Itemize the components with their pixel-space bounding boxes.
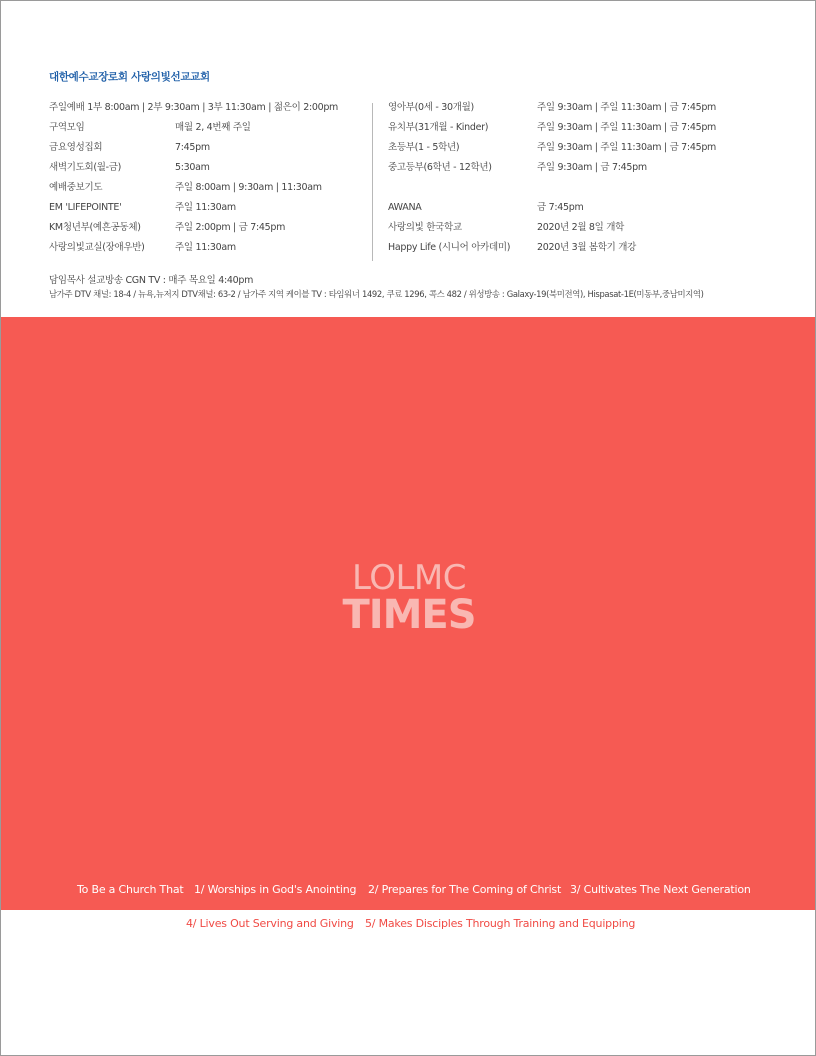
schedule-service-time: 주일 11:30am	[175, 202, 236, 213]
mission-item: 2/ Prepares for The Coming of Christ	[368, 883, 562, 896]
schedule-service-name: 주일예배 1부 8:00am | 2부 9:30am | 3부 11:30am | 젊은이 2:00pm	[49, 102, 339, 113]
schedule-service-name: 사랑의빛교실(장애우반)	[49, 242, 145, 253]
schedule-service-name: 금요영성집회	[49, 142, 103, 153]
schedule-service-name: 새벽기도회(월-금)	[49, 162, 122, 173]
schedule-department-name: 중고등부(6학년 - 12학년)	[388, 162, 492, 173]
mission-item: 3/ Cultivates The Next Generation	[570, 883, 751, 896]
mission-intro: To Be a Church That	[77, 883, 184, 896]
column-divider	[372, 103, 373, 261]
schedule-service-time: 주일 2:00pm | 금 7:45pm	[175, 222, 286, 233]
schedule-service-time: 7:45pm	[175, 142, 210, 153]
schedule-department-name: 영아부(0세 - 30개월)	[388, 102, 474, 113]
logo-lolmc: LOLMC	[351, 558, 466, 598]
mission-item: 4/ Lives Out Serving and Giving	[186, 917, 354, 930]
schedule-service-name: 구역모임	[49, 122, 85, 133]
sermon-broadcast-info: 담임목사 설교방송 CGN TV : 매주 목요일 4:40pm	[49, 275, 254, 286]
schedule-service-time: 매월 2, 4번째 주일	[175, 122, 251, 133]
schedule-service-name: EM 'LIFEPOINTE'	[49, 202, 122, 213]
broadcast-channels: 남가주 DTV 채널: 18-4 / 뉴욕,뉴저지 DTV채널: 63-2 / 남가주 지역 케이블 TV : 타임워너 1492, 쿠료 1296, 콕스 482 / 위성방송 : Galaxy-19(북미전역), Hispasat-1E(미동부,중남미지역)	[49, 289, 704, 299]
schedule-department-time: 2020년 2월 8일 개학	[537, 222, 625, 233]
church-name: 대한예수교장로회 사랑의빛선교교회	[49, 71, 210, 83]
schedule-service-time: 주일 11:30am	[175, 242, 236, 253]
schedule-service-time: 주일 8:00am | 9:30am | 11:30am	[175, 182, 322, 193]
schedule-department-name: 유치부(31개월 - Kinder)	[388, 122, 489, 133]
schedule-department-time: 금 7:45pm	[537, 202, 584, 213]
schedule-department-name: 사랑의빛 한국학교	[388, 222, 462, 233]
schedule-service-name: KM청년부(예흔공동체)	[49, 222, 141, 233]
schedule-department-name: AWANA	[388, 202, 422, 213]
schedule-service-name: 예배중보기도	[49, 182, 103, 193]
schedule-department-time: 주일 9:30am | 주일 11:30am | 금 7:45pm	[537, 122, 717, 133]
schedule-department-name: 초등부(1 - 5학년)	[388, 142, 460, 153]
mission-item: 5/ Makes Disciples Through Training and Equipping	[365, 917, 636, 930]
logo-times: TIMES	[342, 592, 476, 638]
mission-item: 1/ Worships in God's Anointing	[194, 883, 357, 896]
schedule-department-time: 주일 9:30am | 금 7:45pm	[537, 162, 647, 173]
schedule-department-time: 주일 9:30am | 주일 11:30am | 금 7:45pm	[537, 142, 717, 153]
schedule-department-name: Happy Life (시니어 아카데미)	[388, 242, 511, 253]
schedule-department-time: 주일 9:30am | 주일 11:30am | 금 7:45pm	[537, 102, 717, 113]
schedule-department-time: 2020년 3월 봄학기 개강	[537, 242, 637, 253]
schedule-service-time: 5:30am	[175, 162, 210, 173]
